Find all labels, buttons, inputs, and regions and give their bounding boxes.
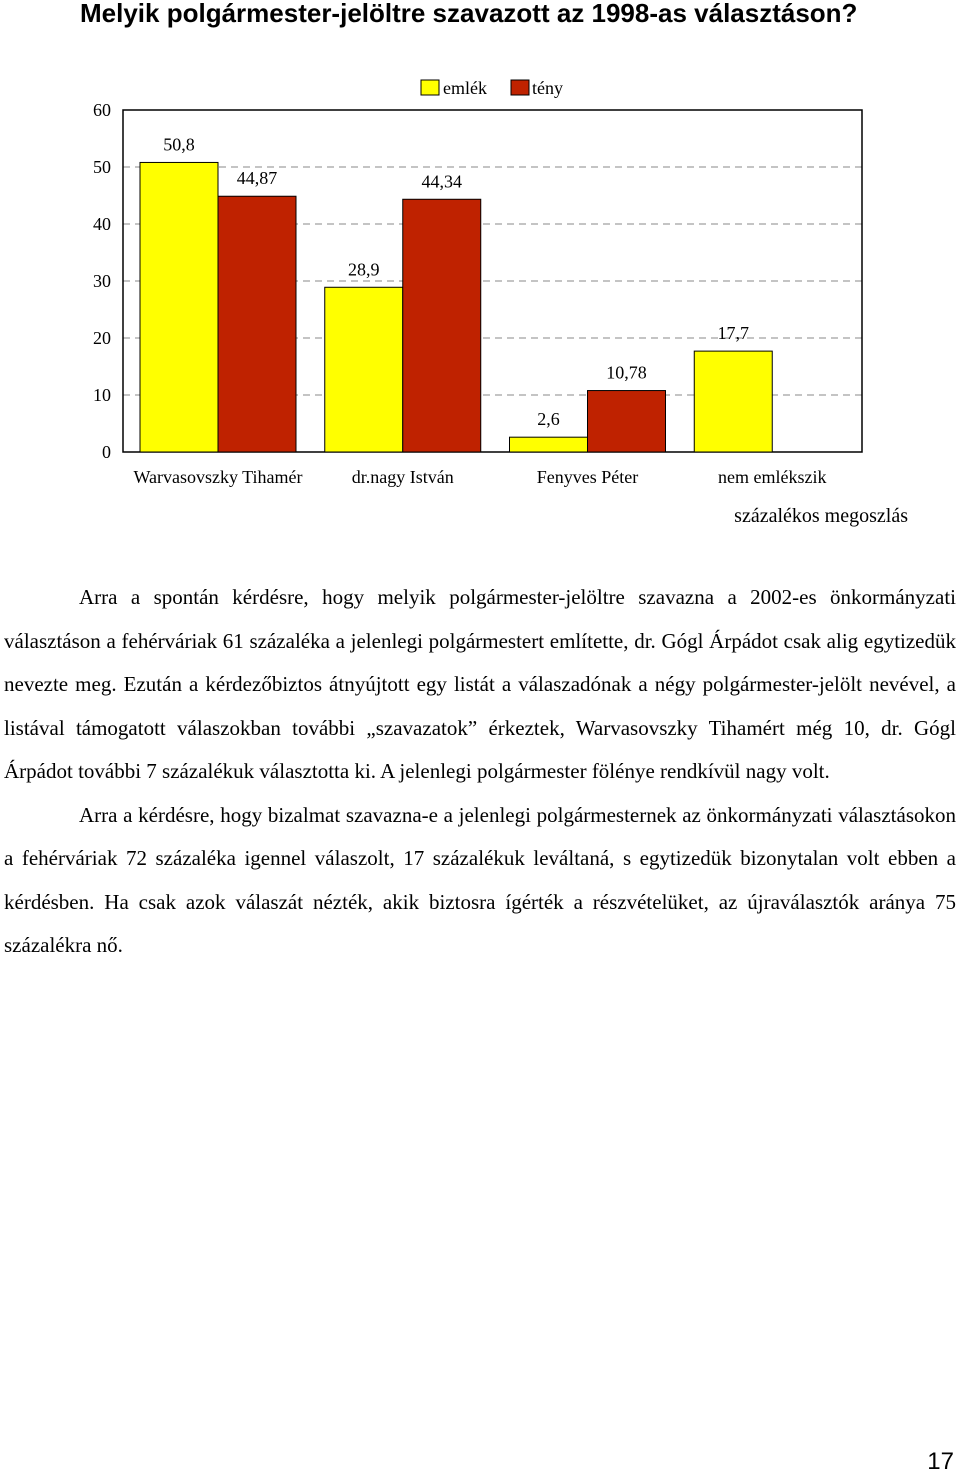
bar-value-label: 2,6 xyxy=(537,409,560,430)
x-axis-labels xyxy=(133,467,826,487)
bar-teny xyxy=(403,199,481,452)
legend-swatch-emlek xyxy=(421,80,439,95)
legend-label-teny: tény xyxy=(532,78,563,98)
bar-emlek xyxy=(325,287,403,452)
bar-emlek xyxy=(510,437,588,452)
bar-value-label: 44,87 xyxy=(236,168,278,189)
y-tick-label: 0 xyxy=(102,442,111,462)
y-tick-label: 60 xyxy=(93,100,111,120)
y-tick-label: 50 xyxy=(93,157,111,177)
bar-teny xyxy=(218,196,296,452)
paragraph: Arra a kérdésre, hogy bizalmat szavazna-e a jelenlegi polgármesternek az önkormányzati választásokon a fehérváriak 72 százaléka igennel válaszolt, 17 százalékuk leváltaná, s egytizedük bizonytalan volt ebben a kérdésben. Ha csak azok válaszát nézték, akik biztosra ígérték a részvételüket, az újraválasztók aránya 75 százalékra nő. xyxy=(4,802,956,957)
y-tick-label: 10 xyxy=(93,385,111,405)
bar-value-label: 17,7 xyxy=(717,323,749,344)
body-text xyxy=(4,576,956,968)
y-tick-label: 30 xyxy=(93,271,111,291)
y-tick-label: 20 xyxy=(93,328,111,348)
bar-value-label: 28,9 xyxy=(348,259,380,280)
x-tick-label: dr.nagy István xyxy=(351,467,454,487)
y-axis-ticks xyxy=(93,100,111,462)
x-tick-label: nem emlékszik xyxy=(718,467,827,487)
page-title: Melyik polgármester-jelöltre szavazott az 1998-as választáson? xyxy=(80,0,858,28)
bar-teny xyxy=(588,391,666,452)
y-tick-label: 40 xyxy=(93,214,111,234)
bar-emlek xyxy=(694,351,772,452)
legend-swatch-teny xyxy=(511,80,529,95)
bars xyxy=(140,162,772,452)
bar-emlek xyxy=(140,162,218,452)
x-tick-label: Warvasovszky Tihamér xyxy=(133,467,303,487)
bar-chart xyxy=(0,0,960,500)
legend-label-emlek: emlék xyxy=(443,78,487,98)
x-tick-label: Fenyves Péter xyxy=(536,467,639,487)
chart-note: százalékos megoszlás xyxy=(734,505,908,527)
page-number: 17 xyxy=(927,1448,954,1475)
bar-value-label: 10,78 xyxy=(606,362,647,383)
bar-value-label: 44,34 xyxy=(421,171,462,192)
paragraph: Arra a spontán kérdésre, hogy melyik polgármester-jelöltre szavazna a 2002-es önkormányzati választáson a fehérváriak 61 százaléka a jelenlegi polgármestert említette, dr. Gógl Árpádot csak alig egytizedük nevezte meg. Ezután a kérdezőbiztos átnyújtott egy listát a válaszadónak a négy polgármester-jelölt nevével, a listával támogatott válaszokban további „szavazatok” érkeztek, Warvasovszky Tihamért még 10, dr. Gógl Árpádot további 7 százalékuk választotta ki. A jelenlegi polgármester fölénye rendkívül nagy volt. xyxy=(4,585,956,783)
bar-value-label: 50,8 xyxy=(163,134,195,155)
legend xyxy=(421,78,563,98)
